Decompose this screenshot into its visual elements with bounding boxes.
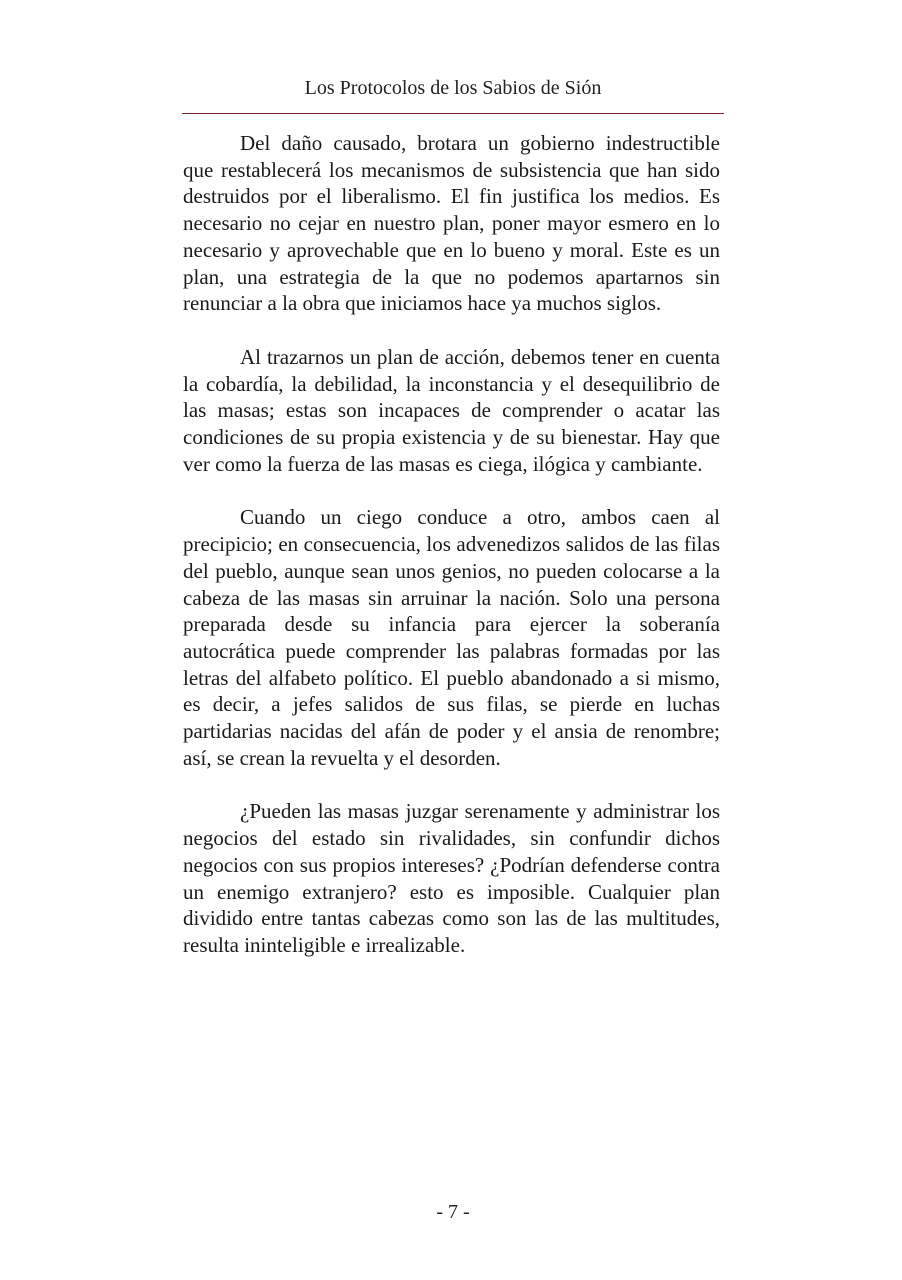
page-number: - 7 -: [436, 1201, 470, 1223]
header-divider: [182, 113, 724, 114]
page-body: [183, 130, 720, 986]
paragraph-1: Del daño causado, brotara un gobierno indestructible que restablecerá los mecanismos de subsistencia que han sido destruidos por el liberalismo. El fin justifica los medios. Es necesario no cejar en nuestro plan, poner mayor esmero en lo necesario y aprovechable que en lo bueno y moral. Este es un plan, una estrategia de la que no podemos apartarnos sin renunciar a la obra que iniciamos hace ya muchos siglos.: [183, 131, 720, 316]
paragraph-2: Al trazarnos un plan de acción, debemos tener en cuenta la cobardía, la debilidad, la inconstancia y el desequilibrio de las masas; estas son incapaces de comprender o acatar las condiciones de su propia existencia y de su bienestar. Hay que ver como la fuerza de las masas es ciega, ilógica y cambiante.: [183, 344, 720, 476]
paragraph-3: Cuando un ciego conduce a otro, ambos caen al precipicio; en consecuencia, los advenedizos salidos de las filas del pueblo, aunque sean unos genios, no pueden colocarse a la cabeza de las masas sin arruinar la nación. Solo una persona preparada desde su infancia para ejercer la soberanía autocrática puede comprender las palabras formadas por las letras del alfabeto político. El pueblo abandonado a si mismo, es decir, a jefes salidos de sus filas, se pierde en luchas partidarias nacidas del afán de poder y el ansia de renombre; así, se crean la revuelta y el desorden.: [183, 505, 720, 770]
running-header-title: Los Protocolos de los Sabios de Sión: [304, 77, 602, 99]
paragraph-4: ¿Pueden las masas juzgar serenamente y administrar los negocios del estado sin rivalidades, sin confundir dichos negocios con sus propios intereses? ¿Podrían defenderse contra un enemigo extranjero? esto es imposible. Cualquier plan dividido entre tantas cabezas como son las de las multitudes, resulta ininteligible e irrealizable.: [183, 799, 720, 957]
